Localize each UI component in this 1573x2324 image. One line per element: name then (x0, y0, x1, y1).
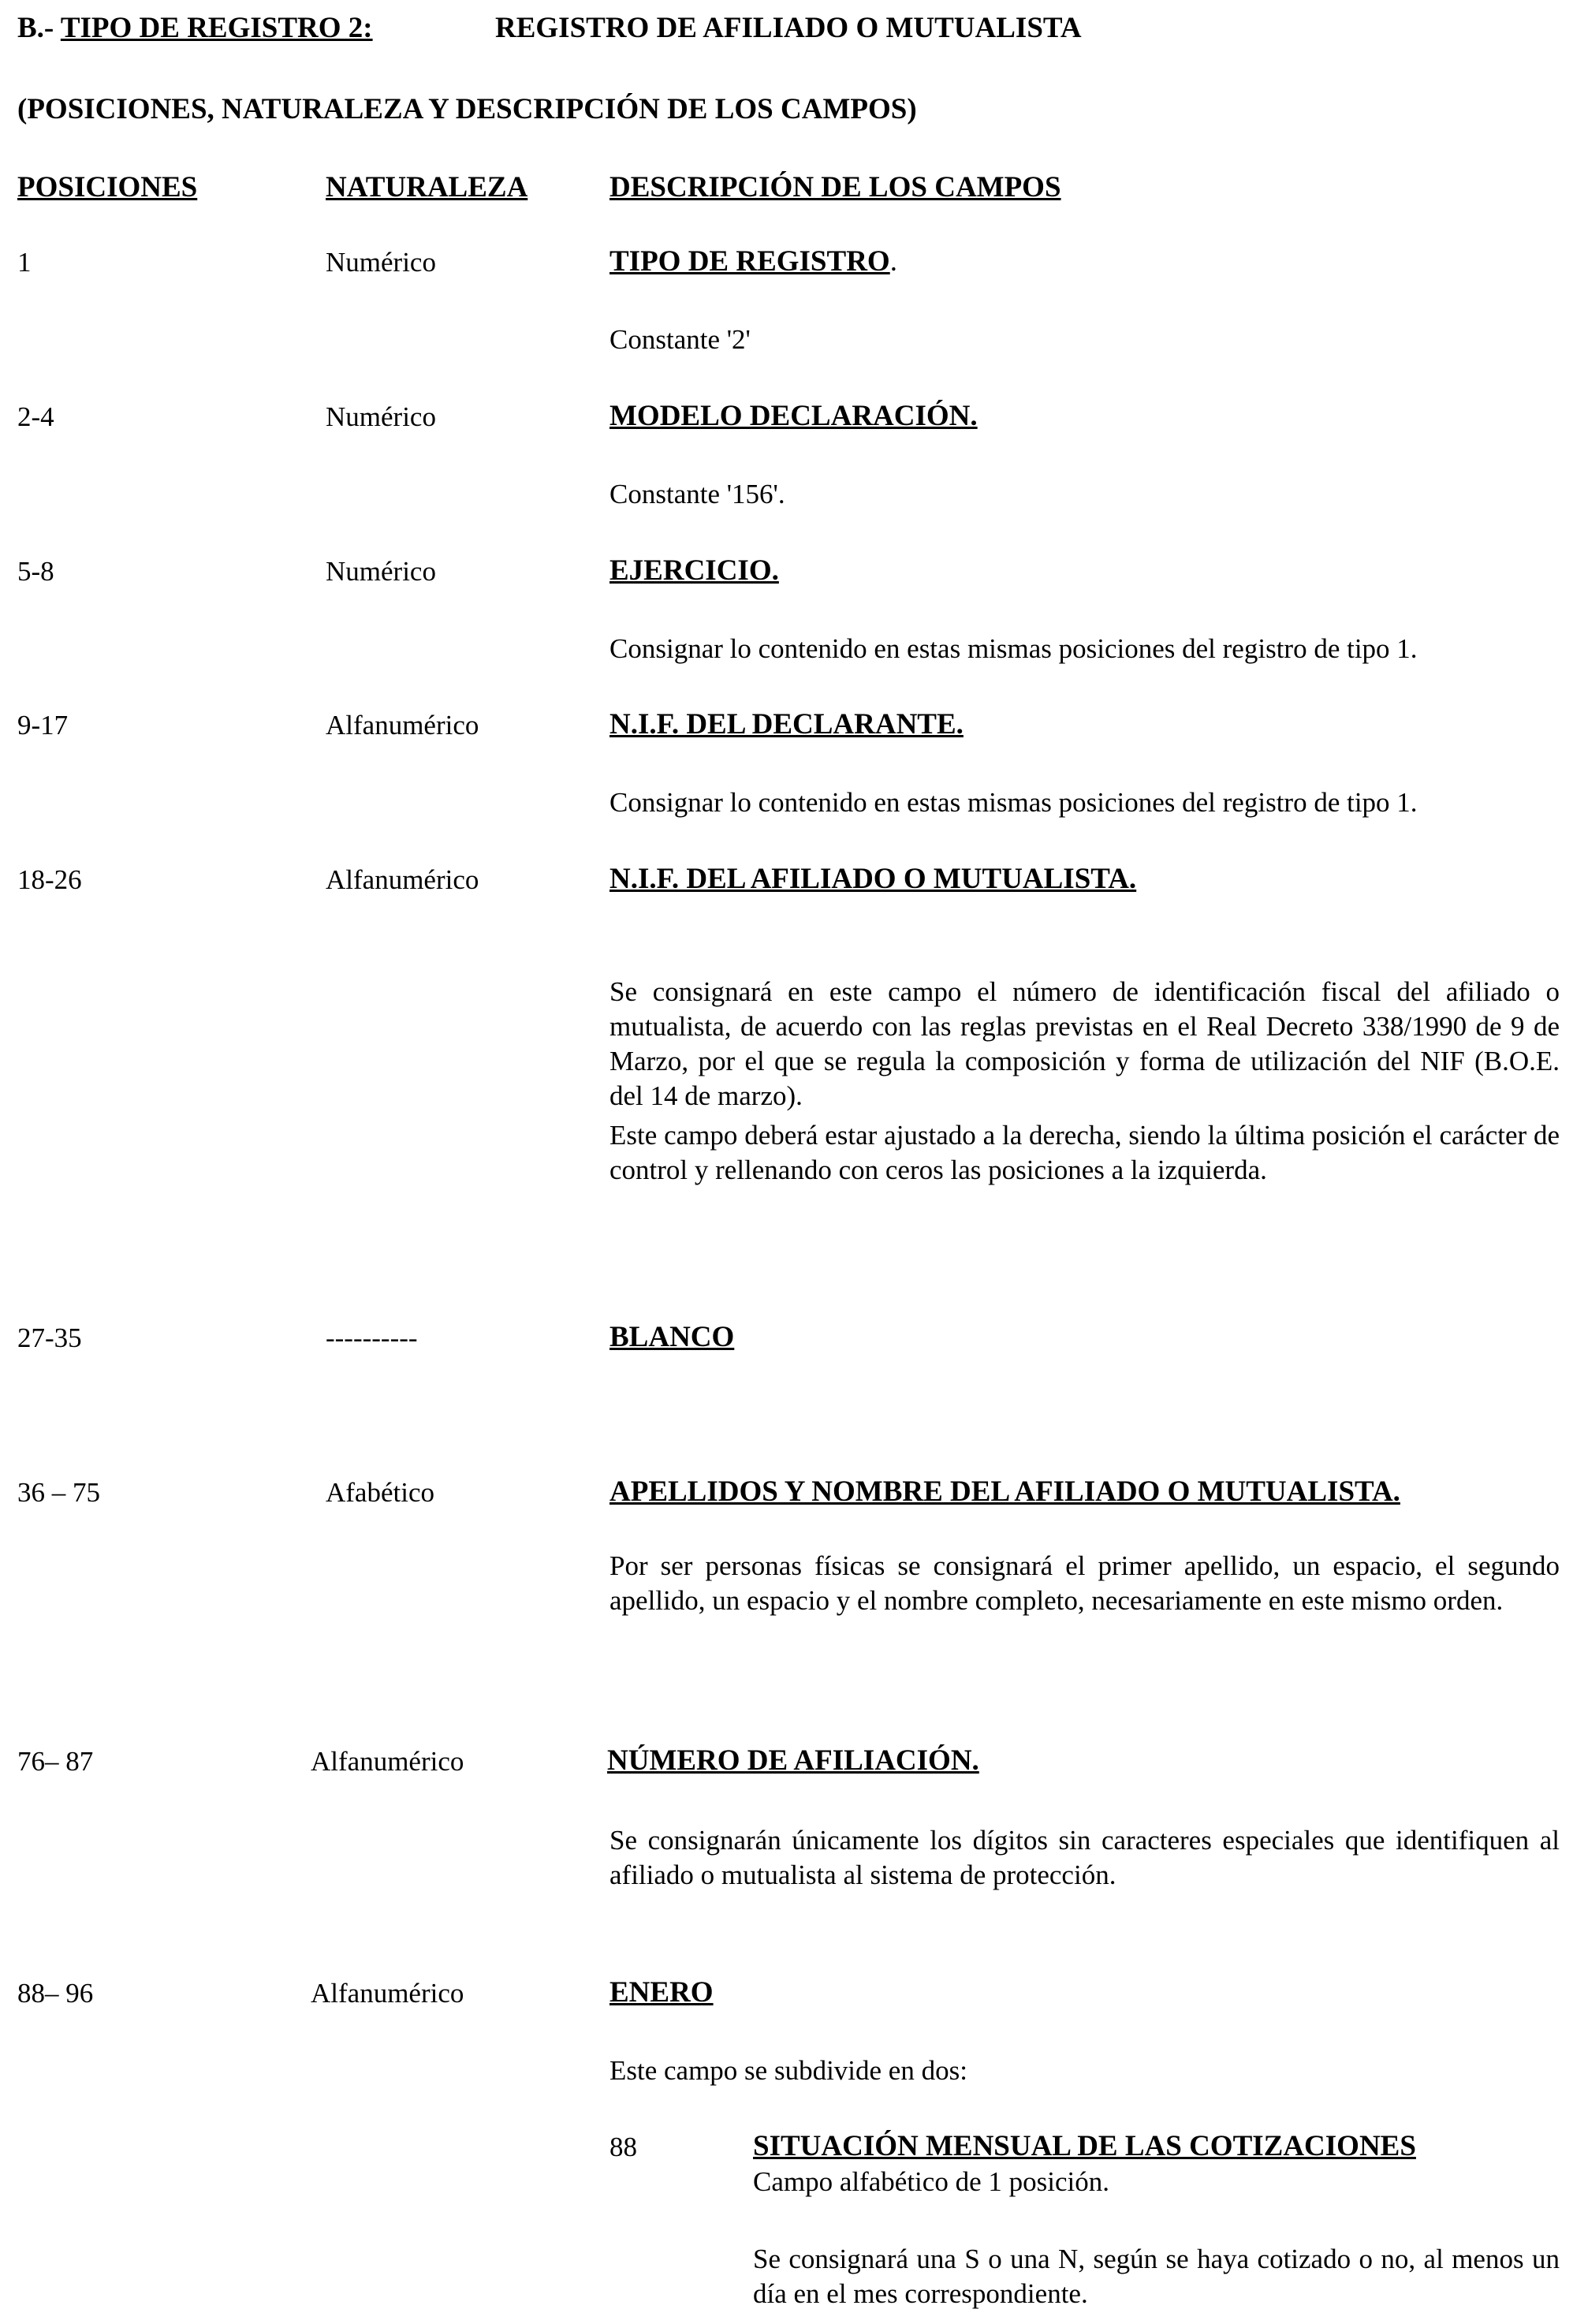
section-label: TIPO DE REGISTRO 2: (60, 12, 373, 44)
field-position: 76– 87 (17, 1746, 94, 1777)
section-heading (17, 11, 373, 46)
field-position: 88– 96 (17, 1978, 94, 2009)
field-name: MODELO DECLARACIÓN. (609, 400, 978, 432)
field-nature: Afabético (326, 1477, 434, 1508)
field-name: EJERCICIO. (609, 554, 779, 587)
field-position: 36 – 75 (17, 1477, 100, 1508)
field-nature: Numérico (326, 556, 436, 587)
field-description: Este campo deberá estar ajustado a la derecha, siendo la última posición el carácter de control y rellenando con ceros las posiciones a la izquierda. (609, 1120, 1560, 1185)
subfield-position: 88 (609, 2132, 637, 2162)
field-description: Por ser personas físicas se consignará el primer apellido, un espacio, el segundo apellido, un espacio y el nombre completo, necesariamente en este mismo orden. (609, 1550, 1560, 1616)
field-nature: Alfanumérico (326, 864, 479, 895)
field-description: Se consignarán únicamente los dígitos sin caracteres especiales que identifiquen al afiliado o mutualista al sistema de protección. (609, 1825, 1560, 1890)
field-description: Constante '156'. (609, 479, 785, 509)
field-position: 1 (17, 247, 32, 278)
register-title: REGISTRO DE AFILIADO O MUTUALISTA (495, 12, 1082, 44)
field-description: Este campo se subdivide en dos: (609, 2055, 967, 2086)
section-prefix: B.- (17, 12, 61, 44)
field-nature: Alfanumérico (326, 710, 479, 740)
field-name: N.I.F. DEL AFILIADO O MUTUALISTA. (609, 863, 1137, 895)
field-nature: Numérico (326, 247, 436, 278)
register-subtitle: (POSICIONES, NATURALEZA Y DESCRIPCIÓN DE LOS CAMPOS) (17, 93, 917, 125)
subfield-description: Campo alfabético de 1 posición. (753, 2166, 1109, 2197)
field-name: BLANCO (609, 1321, 735, 1353)
field-position: 5-8 (17, 556, 54, 587)
field-position: 9-17 (17, 710, 69, 740)
field-position: 18-26 (17, 864, 82, 895)
subfield-text: Se consignará una S o una N, según se haya cotizado o no, al menos un día en el mes correspondiente. (753, 2244, 1560, 2309)
subfield-name: SITUACIÓN MENSUAL DE LAS COTIZACIONES (753, 2130, 1416, 2162)
field-nature: Alfanumérico (311, 1746, 464, 1777)
field-description: Se consignará en este campo el número de identificación fiscal del afiliado o mutualista, de acuerdo con las reglas previstas en el Real Decreto 338/1990 de 9 de Marzo, por el que se regula la composición y forma de utilización del NIF (B.O.E. del 14 de marzo). (609, 976, 1560, 1111)
field-name: TIPO DE REGISTRO. (609, 245, 897, 278)
column-header-positions: POSICIONES (17, 171, 198, 203)
column-header-nature: NATURALEZA (326, 171, 528, 203)
field-position: 2-4 (17, 401, 54, 432)
field-name: APELLIDOS Y NOMBRE DEL AFILIADO O MUTUALISTA. (609, 1475, 1400, 1508)
field-name: N.I.F. DEL DECLARANTE. (609, 708, 964, 740)
field-description: Consignar lo contenido en estas mismas posiciones del registro de tipo 1. (609, 633, 1418, 664)
field-nature: Numérico (326, 401, 436, 432)
field-description: Constante '2' (609, 324, 751, 355)
field-description: Consignar lo contenido en estas mismas posiciones del registro de tipo 1. (609, 787, 1418, 818)
field-nature: ---------- (326, 1322, 418, 1353)
column-header-description: DESCRIPCIÓN DE LOS CAMPOS (609, 171, 1061, 203)
field-position: 27-35 (17, 1322, 82, 1353)
field-nature: Alfanumérico (311, 1978, 464, 2009)
field-name: NÚMERO DE AFILIACIÓN. (607, 1744, 979, 1777)
field-name: ENERO (609, 1976, 714, 2009)
